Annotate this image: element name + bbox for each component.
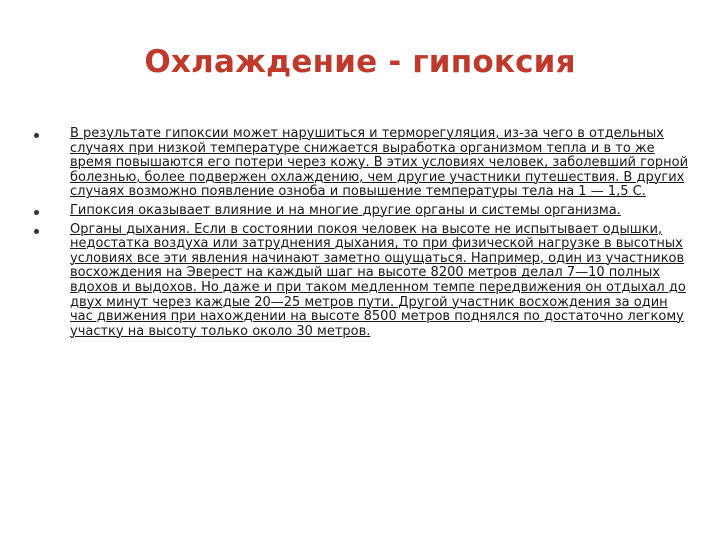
bullet-text: В результате гипоксии может нарушиться и терморегуляция, из-за чего в отдельных случаях при низкой температуре снижается выработка организмом тепла и в то же время повышаются его потери через кожу. В этих условиях человек, заболевший горной болезнью, более подвержен охлаждению, чем другие участники путешествия. В других случаях возможно появление озноба и повышение температуры тела на 1 — 1,5 С. (70, 126, 689, 200)
bullet-list (34, 127, 694, 343)
bullet-text: Гипоксия оказывает влияние и на многие другие органы и системы организма. (70, 202, 621, 218)
bullet-item (34, 204, 694, 219)
bullet-dot-icon (34, 210, 39, 215)
slide-title: Охлаждение - гипоксия (144, 44, 576, 80)
bullet-item (34, 223, 694, 340)
bullet-text: Органы дыхания. Если в состоянии покоя человек на высоте не испытывает одышки, недостатка воздуха или затруднения дыхания, то при физической нагрузке в высотных условиях все эти явления начинают заметно ощущаться. Например, один из участников восхождения на Эверест на каждый шаг на высоте 8200 метров делал 7—10 полных вдохов и выдохов. Но даже и при таком медленном темпе передвижения он отдыхал до двух минут через каждые 20—25 метров пути. Другой участник восхождения за один час движения при нахождении на высоте 8500 метров поднялся по достаточно легкому участку на высоту только около 30 метров. (70, 221, 686, 339)
bullet-dot-icon (34, 133, 39, 138)
bullet-dot-icon (34, 229, 39, 234)
bullet-item (34, 127, 694, 200)
